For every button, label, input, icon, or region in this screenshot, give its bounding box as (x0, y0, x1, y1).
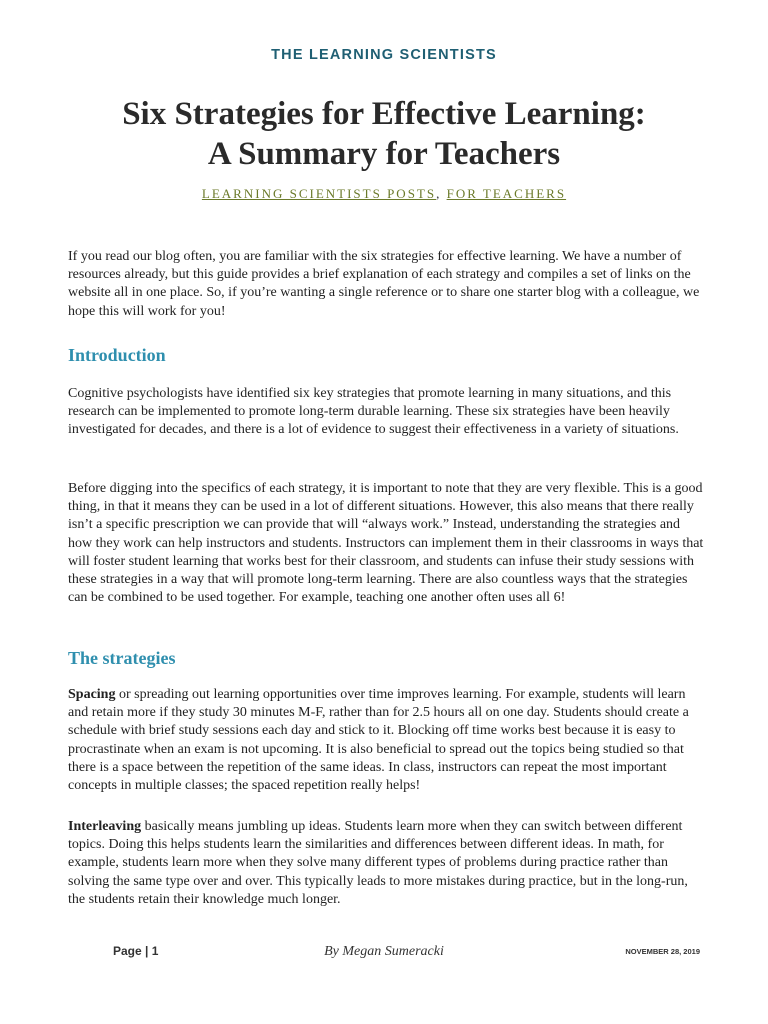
introduction-heading: Introduction (68, 345, 166, 365)
interleaving-paragraph (68, 818, 704, 909)
category-link-learning-scientists-posts[interactable]: LEARNING SCIENTISTS POSTS (201, 186, 437, 201)
spacing-term: Spacing (68, 687, 116, 702)
interleaving-text: basically means jumbling up ideas. Students learn more when they can switch between different topics. Doing this helps students learn the similarities and differences between different ideas. In math, for example, students learn more when they solve many different types of problems during practice rather than solving the same type over and over. This typically leads to more mistakes during practice, but in the long-run, the students retain their knowledge much longer. (68, 819, 688, 907)
category-separator: , (436, 186, 442, 201)
title-line-2: A Summary for Teachers (207, 136, 561, 172)
publish-date: NOVEMBER 28, 2019 (625, 947, 700, 956)
intro-paragraph: If you read our blog often, you are familiar with the six strategies for effective learning. We have a number of resources already, but this guide provides a brief explanation of each strategy and compiles a set of links on the website all in one place. So, if you’re wanting a single reference or to share one starter blog with a colleague, we hope this will work for you! (68, 249, 700, 319)
page-number: Page | 1 (113, 944, 159, 958)
interleaving-term: Interleaving (68, 819, 142, 834)
introduction-paragraph-2: Before digging into the specifics of each strategy, it is important to note that they are very flexible. This is a good thing, in that it means they can be used in a lot of different situations. However, this also means that there really isn’t a specific prescription we can provide that will “always work.” Instead, understanding the strategies and how they work can help instructors and students. Instructors can implement them in their classrooms in ways that will foster student learning that works best for their classroom, and students can infuse their study sessions with these strategies in a way that will promote long-term learning. There are also countless ways that the strategies can be combined to be used together. For example, teaching one another often uses all 6! (68, 481, 704, 606)
brand-name: THE LEARNING SCIENTISTS (271, 47, 497, 63)
page-title (0, 94, 768, 174)
spacing-paragraph (68, 686, 704, 795)
spacing-text: or spreading out learning opportunities over time improves learning. For example, students will learn and retain more if they study 30 minutes M-F, rather than for 2.5 hours all on one day. Students should create a schedule with brief study sessions each day and stick to it. Blocking off time works best because it is easy to procrastinate when an exam is not upcoming. It is also beneficial to spread out the topics being studied so that there is a space between the repetition of the same ideas. In class, instructors can repeat the most important concepts in multiple classes; the spaced repetition really helps! (68, 687, 689, 794)
strategies-heading: The strategies (68, 648, 176, 668)
page-footer (0, 944, 768, 964)
category-links (0, 186, 768, 202)
author-byline: By Megan Sumeracki (324, 944, 444, 959)
title-line-1: Six Strategies for Effective Learning: (122, 96, 646, 132)
introduction-paragraph-1: Cognitive psychologists have identified six key strategies that promote learning in many situations, and this research can be implemented to promote long-term durable learning. These six strategies have been heavily investigated for decades, and there is a lot of evidence to suggest their effectiveness in a variety of situations. (68, 386, 679, 438)
category-link-for-teachers[interactable]: FOR TEACHERS (446, 186, 567, 201)
